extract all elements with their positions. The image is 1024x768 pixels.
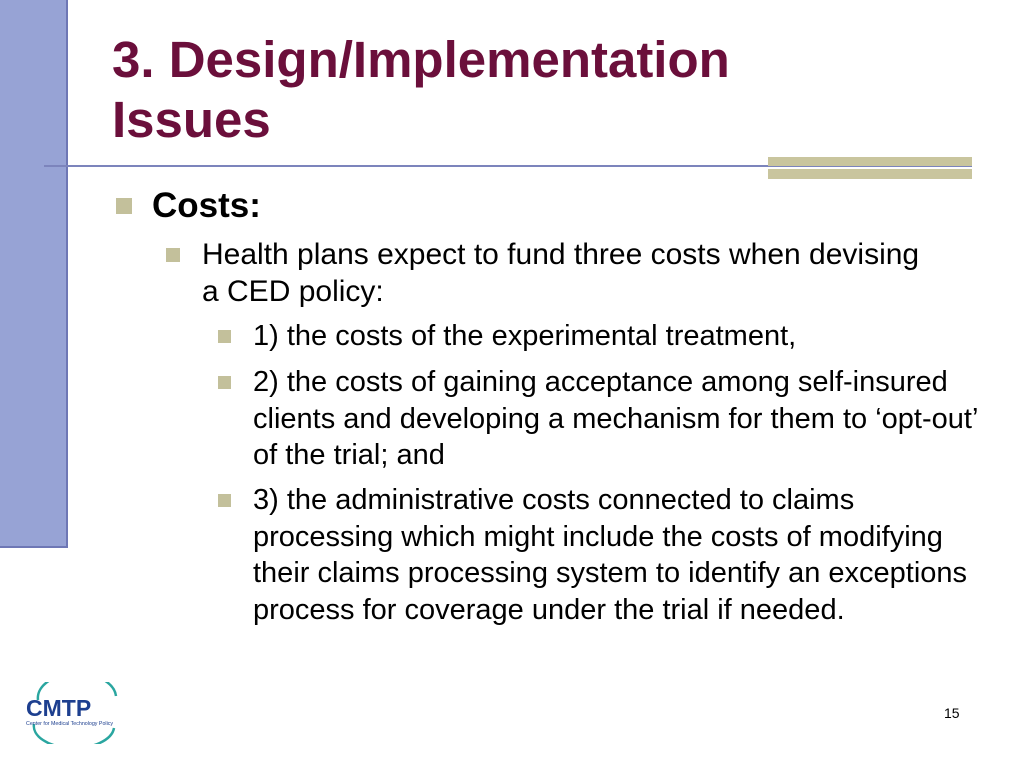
bullet-costs-text: Costs: [152,186,261,225]
square-bullet-icon [116,198,132,214]
sub-bullet-item [218,364,978,474]
sub-bullet-text: 3) the administrative costs connected to claims processing which might include the costs of modifying their claims processing system to identify an exceptions process for coverage under the trial if needed. [253,484,968,626]
cmtp-logo-icon [20,682,132,744]
square-bullet-icon [218,330,231,343]
bullet-costs [116,186,261,226]
sub-bullet-text: 1) the costs of the experimental treatment, [253,320,797,352]
logo-subtitle: Center for Medical Technology Policy [26,721,114,727]
left-decorative-band [0,0,68,548]
sub-bullet-text: 2) the costs of gaining acceptance among self-insured clients and developing a mechanism for them to ‘opt-out’ of the trial; and [253,366,978,471]
sub-bullet-item [218,482,978,628]
slide-title-line1: 3. Design/Implementation [112,31,730,88]
accent-bars [768,157,972,179]
square-bullet-icon [166,248,180,262]
bullet-health-plans [166,236,926,310]
page-number: 15 [944,705,960,721]
slide-title-line2: Issues [112,91,271,148]
sub-bullet-item [218,318,978,355]
accent-bar-top [768,157,972,166]
bullet-health-plans-text: Health plans expect to fund three costs when devising a CED policy: [202,238,920,308]
cmtp-logo [20,682,132,744]
square-bullet-icon [218,376,231,389]
square-bullet-icon [218,494,231,507]
logo-wordmark: CMTP [26,695,92,721]
accent-bar-bottom [768,169,972,179]
slide-title [112,30,972,150]
